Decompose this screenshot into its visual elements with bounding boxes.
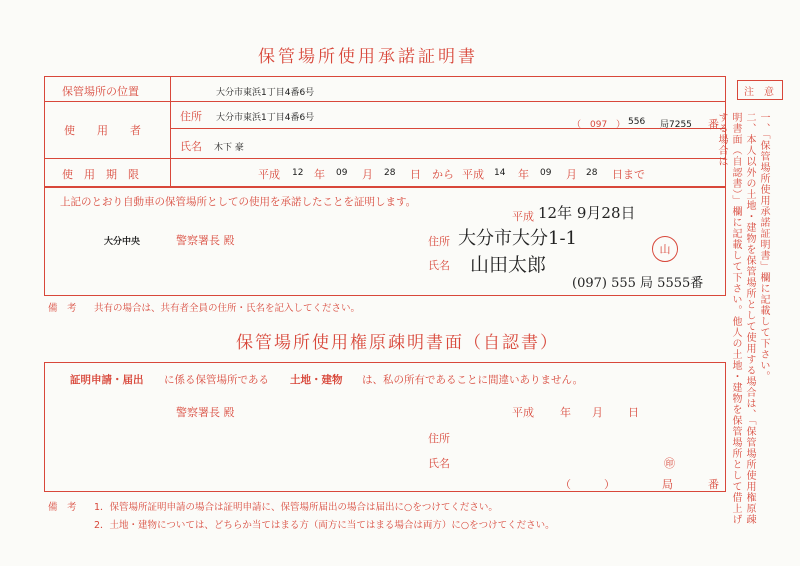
self-declaration-title: 保管場所使用権原疎明書面（自認書） — [236, 333, 559, 353]
period-year1: 12 — [292, 168, 304, 178]
period-era2: 平成 — [462, 168, 484, 181]
date-tsuki-2: 月 — [592, 406, 603, 419]
issuer-seal-stamp: 山 — [652, 236, 678, 262]
period-until: 日まで — [612, 168, 645, 181]
side-note-1: 一、「保管場所使用承諾証明書」欄に記載して下さい。 — [758, 112, 769, 382]
user-name-value: 木下 豪 — [214, 143, 244, 153]
table-divider — [170, 76, 171, 186]
date-nen-2: 年 — [560, 406, 571, 419]
certificate-title: 保管場所使用承諾証明書 — [258, 47, 478, 67]
period-tsuki1: 月 — [362, 168, 373, 181]
period-month2: 09 — [540, 168, 552, 178]
remarks-label: 備 考 — [48, 303, 77, 314]
police-chief-label: 警察署長 殿 — [176, 234, 235, 247]
declaration-text-b: は、私の所有であることに間違いありません。 — [362, 374, 584, 386]
period-nen1: 年 — [314, 168, 325, 181]
issuer-address-label: 住所 — [428, 235, 450, 248]
phone-kyoku-2: 局 — [662, 478, 673, 491]
period-year2: 14 — [494, 168, 506, 178]
date-era: 平成 — [512, 210, 534, 223]
seal-mark: ㊞ — [664, 457, 675, 470]
date-nichi-2: 日 — [628, 406, 639, 419]
issuer-name-handwritten: 山田太郎 — [470, 254, 547, 276]
period-nen2: 年 — [518, 168, 529, 181]
period-nichi1: 日 — [410, 168, 421, 181]
period-day2: 28 — [586, 168, 598, 178]
phone-line: 局7255 — [660, 120, 692, 130]
issuer-phone-handwritten: (097) 555 局 5555番 — [572, 276, 704, 291]
statement-text: 上記のとおり自動車の保管場所としての使用を承諾したことを証明します。 — [60, 196, 417, 208]
declarant-name-label: 氏名 — [428, 457, 450, 470]
period-day1: 28 — [384, 168, 396, 178]
phone-suffix: 番 — [708, 118, 719, 131]
phone-local: 556 — [628, 117, 646, 127]
declarant-address-label: 住所 — [428, 432, 450, 445]
row-divider — [170, 128, 725, 129]
user-label: 使 用 者 — [64, 124, 141, 137]
application-type: 証明申請・届出 — [70, 374, 144, 386]
notes-header: 注 意 — [744, 87, 774, 98]
police-chief-label-2: 警察署長 殿 — [176, 406, 235, 419]
property-type: 土地・建物 — [290, 374, 343, 386]
user-address-label: 住所 — [180, 110, 202, 123]
location-label: 保管場所の位置 — [62, 85, 139, 98]
remark-2: 2．土地・建物については、どちらか当てはまる方（両方に当てはまる場合は両方）に○をつけてください。 — [94, 520, 555, 531]
period-label: 使 用 期 限 — [62, 168, 139, 181]
remarks-label-2: 備 考 — [48, 502, 77, 513]
police-station: 大分中央 — [104, 237, 141, 247]
period-era1: 平成 — [258, 168, 280, 181]
row-divider — [44, 101, 725, 102]
issuer-name-label: 氏名 — [428, 259, 450, 272]
phone-paren-2: （ ） — [560, 478, 615, 491]
declaration-text-a: に係る保管場所である — [164, 374, 269, 386]
user-address-value: 大分市東浜1丁目4番6号 — [216, 113, 315, 123]
row-divider — [44, 158, 725, 159]
phone-ban-2: 番 — [708, 478, 719, 491]
date-era-2: 平成 — [512, 406, 534, 419]
date-handwritten: 12年 9月28日 — [538, 204, 636, 222]
phone-area: （ 097 ） — [572, 120, 626, 130]
period-month1: 09 — [336, 168, 348, 178]
user-name-label: 氏名 — [180, 140, 202, 153]
remark-1: 1．保管場所証明申請の場合は証明申請に、保管場所届出の場合は届出に○をつけてください。 — [94, 502, 498, 513]
remarks-text: 共有の場合は、共有者全員の住所・氏名を記入してください。 — [94, 303, 361, 314]
period-tsuki2: 月 — [566, 168, 577, 181]
location-value: 大分市東浜1丁目4番6号 — [216, 88, 315, 98]
period-from: から — [432, 168, 454, 181]
issuer-address-handwritten: 大分市大分1-1 — [458, 228, 577, 249]
side-note-2: 二、本人以外の土地・建物を保管場所として使用する場合は、「保管場所使用権原疎明書面（自認書）」欄に記載して下さい。他人の土地・建物を保管場所として借上げする場合は — [716, 112, 755, 525]
